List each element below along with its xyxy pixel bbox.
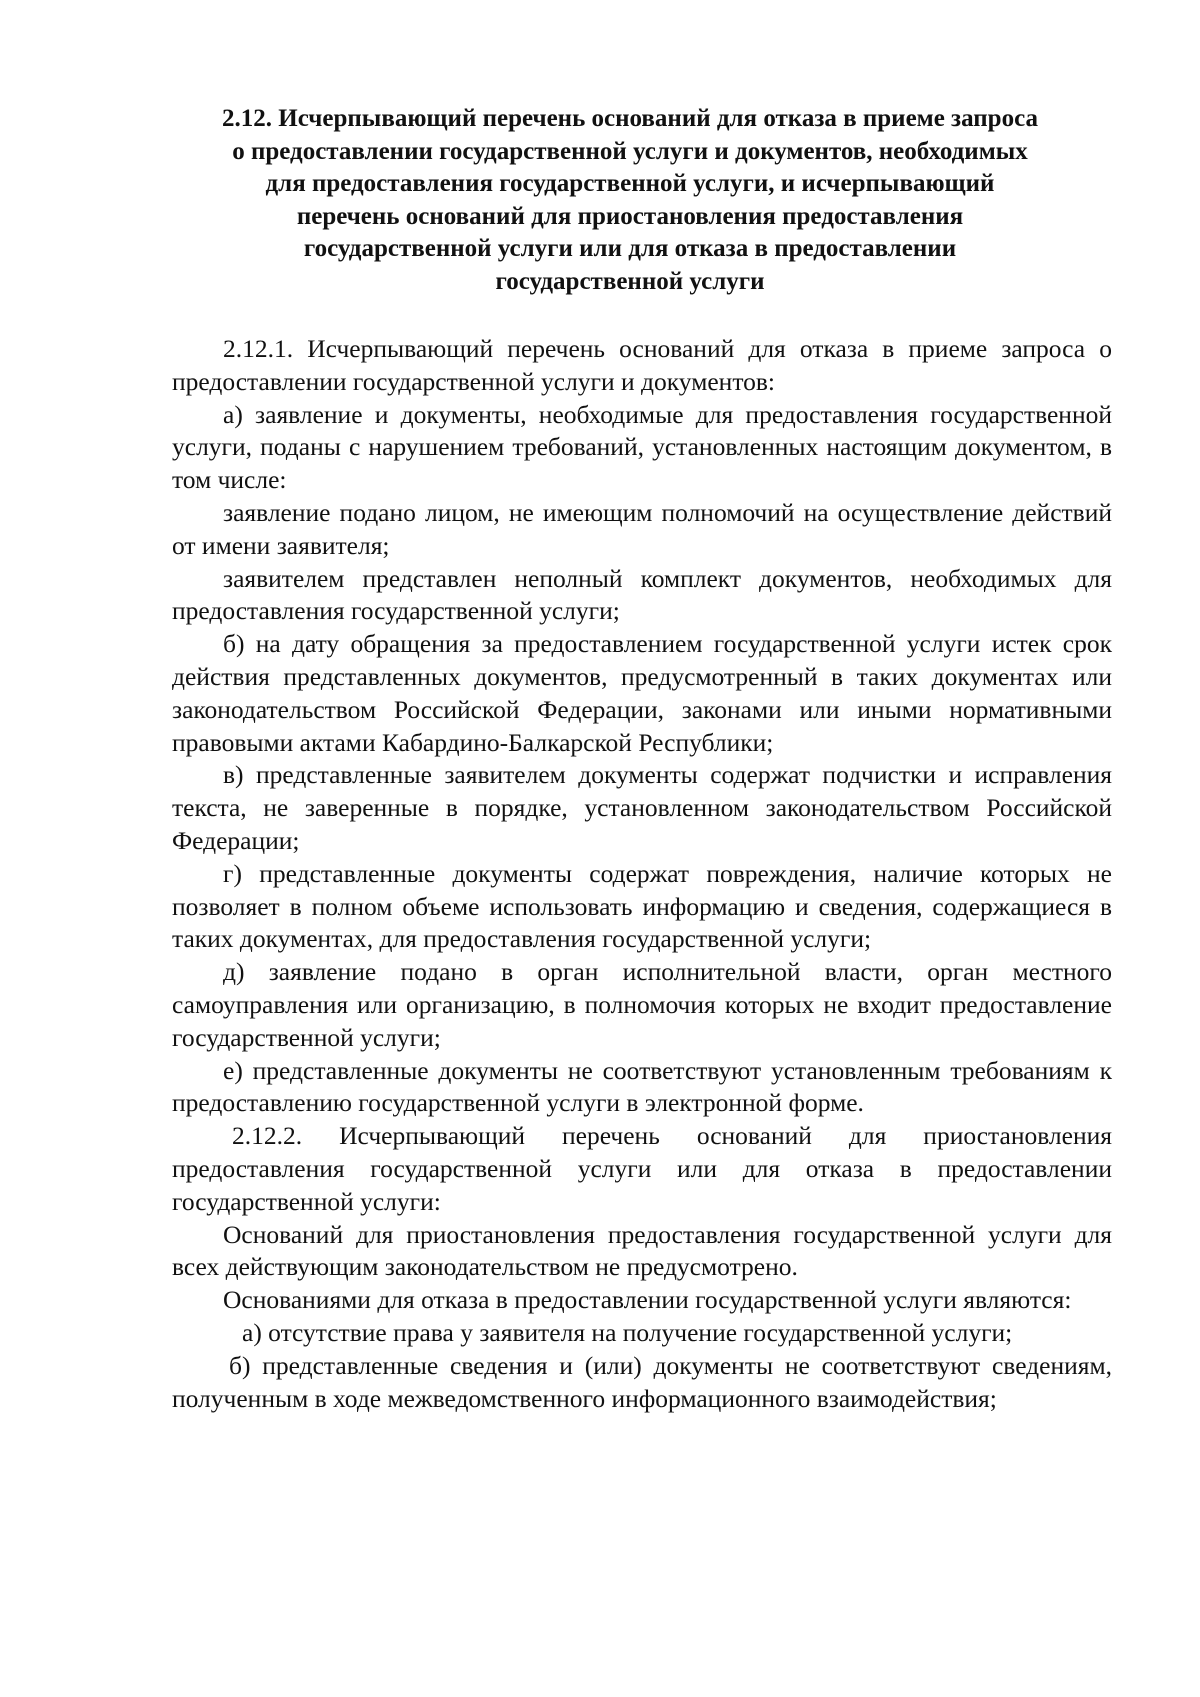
heading-line: о предоставлении государственной услуги и документов, необходимых	[232, 137, 1028, 165]
paragraph-item-d: д) заявление подано в орган исполнительной власти, орган местного самоуправления или организацию, в полномочия которых не входит предоставление государственной услуги;	[172, 957, 1112, 1052]
paragraph-item-v: в) представленные заявителем документы содержат подчистки и исправления текста, не заверенные в порядке, установленном законодательством Российской Федерации;	[172, 760, 1112, 855]
paragraph-no-suspension: Оснований для приостановления предоставления государственной услуги для всех действующим законодательством не предусмотрено.	[172, 1219, 1112, 1282]
paragraph-item-g: г) представленные документы содержат повреждения, наличие которых не позволяет в полном объеме использовать информацию и сведения, содержащиеся в таких документах, для предоставления государственной услуги;	[172, 858, 1112, 954]
paragraph-refusal-b: б) представленные сведения и (или) документы не соответствуют сведениям, полученным в ходе межведомственного информационного взаимодействия;	[172, 1350, 1112, 1413]
heading-line: перечень оснований для приостановления предоставления	[296, 202, 964, 230]
paragraph-subitem: заявителем представлен неполный комплект документов, необходимых для предоставления государственной услуги;	[172, 563, 1112, 626]
document-body	[172, 333, 1112, 1415]
heading-line: 2.12. Исчерпывающий перечень оснований для отказа в приеме запроса	[222, 105, 1038, 132]
paragraph-refusal-grounds: Основаниями для отказа в предоставлении государственной услуги являются:	[223, 1285, 1072, 1315]
paragraph-item-e: е) представленные документы не соответствуют установленным требованиям к предоставлению государственной услуги в электронной форме.	[172, 1055, 1112, 1118]
heading-line: государственной услуги	[495, 267, 765, 295]
section-heading	[150, 103, 1110, 299]
paragraph-subitem: заявление подано лицом, не имеющим полномочий на осуществление действий от имени заявителя;	[172, 497, 1112, 560]
paragraph-item-b: б) на дату обращения за предоставлением государственной услуги истек срок действия представленных документов, предусмотренный в таких документах или законодательством Российской Федерации, законами или иными нормативными правовыми актами Кабардино-Балкарской Республики;	[172, 629, 1112, 757]
heading-line: государственной услуги или для отказа в предоставлении	[303, 235, 957, 263]
paragraph-2-12-1: 2.12.1. Исчерпывающий перечень оснований для отказа в приеме запроса о предоставлении государственной услуги и документов:	[172, 334, 1112, 396]
paragraph-item-a: а) заявление и документы, необходимые для предоставления государственной услуги, поданы с нарушением требований, установленных настоящим документом, в том числе:	[172, 399, 1112, 495]
heading-line: для предоставления государственной услуги, и исчерпывающий	[265, 170, 995, 198]
paragraph-refusal-a: а) отсутствие права у заявителя на получение государственной услуги;	[242, 1317, 1013, 1347]
paragraph-2-12-2: 2.12.2. Исчерпывающий перечень оснований для приостановления предоставления государственной услуги или для отказа в предоставлении государственной услуги:	[172, 1121, 1112, 1216]
